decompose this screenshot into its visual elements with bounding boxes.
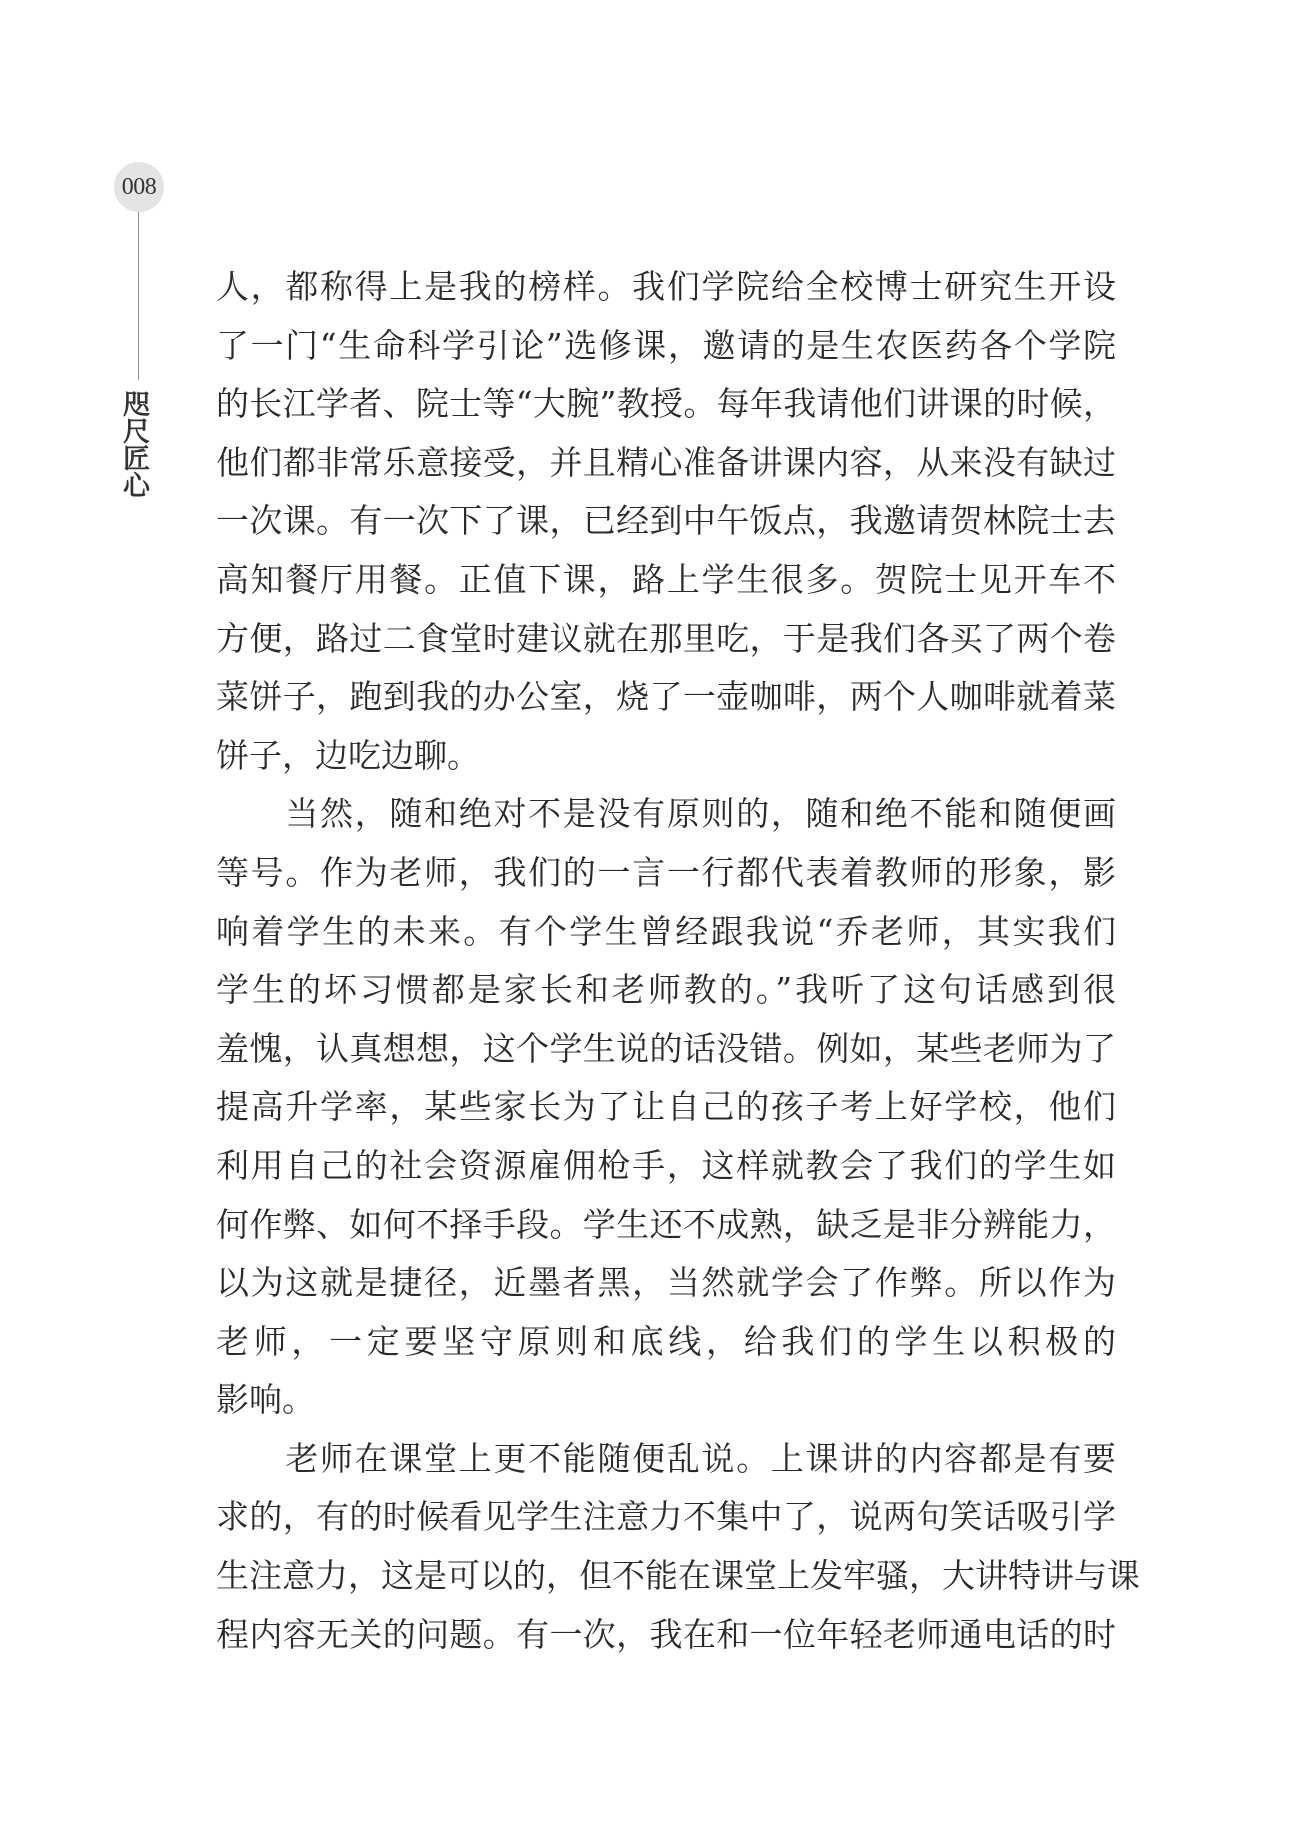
side-divider: [138, 212, 139, 380]
text-line: 利用自己的社会资源雇佣枪手，这样就教会了我们的学生如: [216, 1145, 1116, 1185]
text-line: 学生的坏习惯都是家长和老师教的。”我听了这句话感到很: [216, 970, 1116, 1010]
text-line: 响着学生的未来。有个学生曾经跟我说“乔老师，其实我们: [216, 911, 1116, 951]
text-line: 方便，路过二食堂时建议就在那里吃，于是我们各买了两个卷: [216, 618, 1116, 658]
text-line: 程内容无关的问题。有一次，我在和一位年轻老师通电话的时: [216, 1614, 1116, 1654]
text-line: 老师，一定要坚守原则和底线，给我们的学生以积极的: [216, 1321, 1116, 1361]
body-text: [216, 258, 1140, 1664]
text-line: 饼子，边吃边聊。: [216, 735, 480, 775]
text-line: 他们都非常乐意接受，并且精心准备讲课内容，从来没有缺过: [216, 442, 1116, 482]
text-line: 羞愧，认真想想，这个学生说的话没错。例如，某些老师为了: [216, 1028, 1116, 1068]
text-line: 一次课。有一次下了课，已经到中午饭点，我邀请贺林院士去: [216, 501, 1116, 541]
text-line: 菜饼子，跑到我的办公室，烧了一壶咖啡，两个人咖啡就着菜: [216, 677, 1116, 717]
text-line: 提高升学率，某些家长为了让自己的孩子考上好学校，他们: [216, 1087, 1116, 1127]
text-line: 高知餐厅用餐。正值下课，路上学生很多。贺院士见开车不: [216, 559, 1116, 599]
page-number: 008: [121, 173, 157, 200]
text-line: 了一门“生命科学引论”选修课，邀请的是生农医药各个学院: [216, 325, 1116, 365]
page-number-badge: [114, 162, 164, 212]
text-line: 当然，随和绝对不是没有原则的，随和绝不能和随便画: [216, 794, 1116, 834]
text-line: 老师在课堂上更不能随便乱说。上课讲的内容都是有要: [216, 1438, 1116, 1478]
text-line: 求的，有的时候看见学生注意力不集中了，说两句笑话吸引学: [216, 1497, 1116, 1537]
text-line: 生注意力，这是可以的，但不能在课堂上发牢骚，大讲特讲与课: [216, 1556, 1140, 1596]
text-line: 人，都称得上是我的榜样。我们学院给全校博士研究生开设: [216, 267, 1116, 306]
running-title: 咫尺匠心: [118, 390, 149, 498]
text-line: 等号。作为老师，我们的一言一行都代表着教师的形象，影: [216, 852, 1116, 892]
text-line: 影响。: [216, 1380, 315, 1420]
text-line: 以为这就是捷径，近墨者黑，当然就学会了作弊。所以作为: [216, 1263, 1116, 1303]
text-line: 的长江学者、院士等“大腕”教授。每年我请他们讲课的时候，: [216, 384, 1116, 424]
text-line: 何作弊、如何不择手段。学生还不成熟，缺乏是非分辨能力，: [216, 1204, 1116, 1244]
